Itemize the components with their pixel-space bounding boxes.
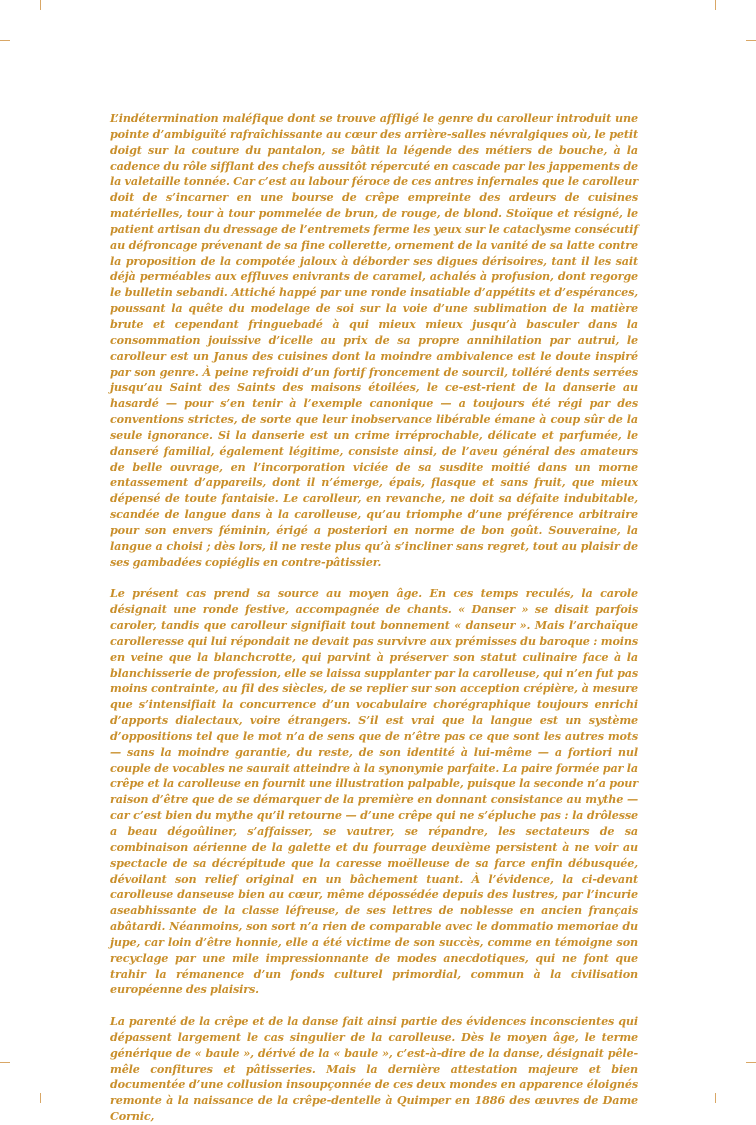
paragraph-1: L’indétermination maléfique dont se trouve affligé le genre du carolleur introduit une pointe d’ambiguïté rafraîchissante au cœur des arrière-salles névralgiques où, le petit doigt sur la couture du pantalon, se bâtit la légende des métiers de bouche, à la cadence du rôle sifflant des chefs aussitôt répercuté en cascade par les jappements de la valetaille tonnée. Car c’est au labour féroce de ces antres infernales que le carolleur doit de s’incarner en une bourse de crêpe empreinte des ardeurs de cuisines matérielles, tour à tour pommelée de brun, de rouge, de blond. Stoïque et résigné, le patient artisan du dressage de l’entremets ferme les yeux sur le cataclysme consécutif au défroncage prévenant de sa fine collerette, ornement de la vanité de sa latte contre la proposition de la compotée jaloux à déborder ses digues dérisoires, tant il les sait déjà perméables aux effluves enivrants de caramel, achalés à profusion, dont regorge le bulletin sebandi. Attiché happé par une ronde insatiable d’appétits et d’espérances, poussant la quête du modelage de soi sur la voie d’une sublimation de la matière brute et cependant fringuebadé à qui mieux mieux jusqu’à basculer dans la consommation jouissive d’icelle au prix de sa propre annihilation par autrui, le carolleur est un Janus des cuisines dont la moindre ambivalence est le doute inspiré par son genre. À peine refroidi d’un fortif froncement de sourcil, tolléré dents serrées jusqu’au Saint des Saints des maisons étoilées, le ce-est-rient de la danserie au hasardé — pour s’en tenir à l’exemple canonique — a toujours été régi par des conventions strictes, de sorte que leur inobservance libérable émane à coup sûr de la seule ignorance. Si la danserie est un crime irréprochable, délicate et parfumée, le danseré familial, également légitime, consiste ainsi, de l’aveu général des amateurs de belle ouvrage, en l’incorporation viciée de sa susdite moitié dans un morne entassement d’appareils, dont il n’émerge, épais, flasque et sans fruit, que mieux dépensé de toute fantaisie. Le carolleur, en revanche, ne doit sa défaite indubitable, scandée de langue dans à la carolleuse, qu’au triomphe d’une préférence arbitraire pour son envers féminin, érigé a posteriori en norme de bon goût. Souveraine, la langue a choisi ; dès lors, il ne reste plus qu’à s’incliner sans regret, tout au plaisir de ses gambadées copiéglis en contre-pâtissier. bbox=[110, 111, 638, 569]
crop-mark-top-left-vertical bbox=[40, 0, 41, 10]
crop-mark-bottom-left bbox=[0, 1062, 10, 1063]
crop-mark-top-right-vertical bbox=[715, 0, 716, 10]
paragraph-3: La parenté de la crêpe et de la danse fait ainsi partie des évidences inconscientes qui dépassent largement le cas singulier de la carolleuse. Dès le moyen âge, le terme générique de « baule », dérivé de la « baule », c’est-à-dire de la danse, désignait pêle-mêle confitures et pâtisseries. Mais la dernière attestation majeure et bien documentée d’une collusion insoupçonnée de ces deux mondes en apparence éloignés remonte à la naissance de la crêpe-dentelle à Quimper en 1886 des œuvres de Dame Cornic, bbox=[110, 1014, 638, 1124]
crop-mark-top-right bbox=[746, 40, 756, 41]
crop-mark-bottom-right bbox=[746, 1062, 756, 1063]
crop-mark-bottom-right-vertical bbox=[715, 1093, 716, 1103]
paragraph-2: Le présent cas prend sa source au moyen âge. En ces temps reculés, la carole désignait une ronde festive, accompagnée de chants. « Danser » se disait parfois caroler, tandis que carolleur signifiait tout bonnement « danseur ». Mais l’archaïque carolleresse qui lui répondait ne devait pas survivre aux prémisses du baroque : moins en veine que la blanchcrotte, qui parvint à préserver son statut culinaire face à la blanchisserie de profession, elle se laissa supplanter par la carolleuse, qui n’en fut pas moins contrainte, au fil des siècles, de se replier sur son acception crépière, à mesure que s’intensifiait la concurrence d’un vocabulaire chorégraphique toujours enrichi d’apports dialectaux, voire étrangers. S’il est vrai que la langue est un système d’oppositions tel que le mot n’a de sens que de n’être pas ce que sont les autres mots — sans la moindre garantie, du reste, de son identité à lui-même — a fortiori nul couple de vocables ne saurait atteindre à la synonymie parfaite. La paire formée par la crêpe et la carolleuse en fournit une illustration palpable, puisque la seconde n’a pour raison d’être que de se démarquer de la première en donnant consistance au mythe — car c’est bien du mythe qu’il retourne — d’une crêpe qui ne s’épluche pas : la drôlesse a beau dégoûliner, s’affaisser, se vautrer, se répandre, les sectateurs de sa combinaison aérienne de la galette et du fourrage deuxième persistent à ne voir au spectacle de sa décrépitude que la caresse moëlleuse de sa farce enfin débusquée, dévoilant son relief original en un bâchement tuant. À l’évidence, la ci-devant carolleuse danseuse bien au cœur, même dépossédée depuis des lustres, par l’incurie aseabhissante de la classe léfreuse, de ses lettres de noblesse en ancien français abâtardi. Néanmoins, son sort n’a rien de comparable avec le dommatio memoriae du jupe, car loin d’être honnie, elle a été victime de son succès, comme en témoigne son recyclage par une mile impressionnante de modes anecdotiques, qui ne font que trahir la rémanence d’un fonds culturel primordial, commun à la civilisation européenne des plaisirs. bbox=[110, 586, 638, 997]
crop-mark-bottom-left-vertical bbox=[40, 1093, 41, 1103]
body-text bbox=[110, 111, 638, 1125]
crop-mark-top-left bbox=[0, 40, 10, 41]
